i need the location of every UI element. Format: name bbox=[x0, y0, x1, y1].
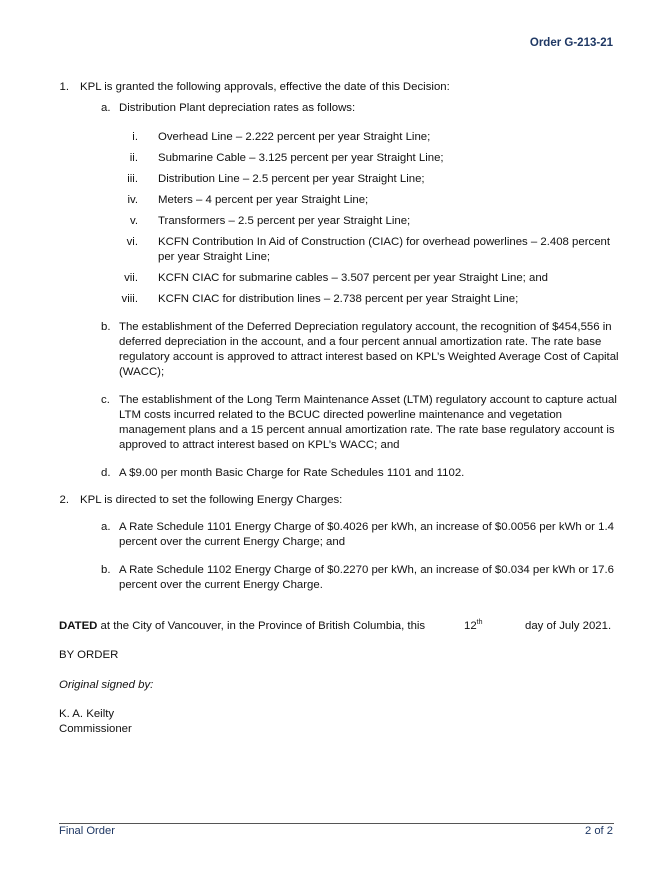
item-2a-line: A Rate Schedule 1101 Energy Charge of $0.4026 per kWh, an increase of $0.0056 per kWh or 1.4 bbox=[119, 521, 614, 533]
rate-text: Distribution Line – 2.5 percent per year Straight Line; bbox=[158, 173, 425, 185]
section-1-number: 1. bbox=[59, 81, 69, 93]
rate-text: KCFN Contribution In Aid of Construction (CIAC) for overhead powerlines – 2.408 percent bbox=[158, 236, 611, 248]
footer-label: Final Order bbox=[59, 825, 115, 837]
rate-number: viii. bbox=[121, 293, 138, 305]
item-1c-label: c. bbox=[101, 394, 110, 406]
item-1d-text: A $9.00 per month Basic Charge for Rate Schedules 1101 and 1102. bbox=[119, 467, 465, 479]
day-suffix: th bbox=[476, 619, 483, 627]
signatory-title: Commissioner bbox=[59, 723, 132, 735]
dated-label: DATED bbox=[59, 620, 98, 632]
item-1b-label: b. bbox=[101, 321, 111, 333]
item-1a-text: Distribution Plant depreciation rates as follows: bbox=[119, 102, 356, 114]
dated-text: at the City of Vancouver, in the Province of British Columbia, this bbox=[97, 620, 426, 632]
item-1b-line: regulatory account is approved to attract interest based on KPL’s Weighted Average Cost of Capital bbox=[119, 351, 619, 363]
rate-number: i. bbox=[132, 131, 138, 143]
rate-number: iv. bbox=[127, 194, 138, 206]
rate-text: per year Straight Line; bbox=[158, 251, 271, 263]
rate-number: iii. bbox=[127, 173, 138, 185]
rate-number: vi. bbox=[126, 236, 138, 248]
item-2a-line: percent over the current Energy Charge; and bbox=[119, 536, 346, 548]
item-1c-line: approved to attract interest based on KPL’s WACC; and bbox=[119, 439, 400, 451]
item-1b-line: deferred depreciation in the account, and a four percent annual amortization rate. The rate base bbox=[119, 336, 602, 348]
rate-number: v. bbox=[129, 215, 138, 227]
item-2b-line: A Rate Schedule 1102 Energy Charge of $0.2270 per kWh, an increase of $0.034 per kWh or 17.6 bbox=[119, 564, 614, 576]
section-1-text: KPL is granted the following approvals, effective the date of this Decision: bbox=[80, 81, 450, 93]
by-order: BY ORDER bbox=[59, 649, 119, 661]
item-2b-line: percent over the current Energy Charge. bbox=[119, 579, 323, 591]
footer-divider bbox=[59, 823, 614, 824]
section-2-text: KPL is directed to set the following Energy Charges: bbox=[80, 494, 343, 506]
item-2b-label: b. bbox=[101, 564, 111, 576]
rate-number: ii. bbox=[129, 152, 138, 164]
item-1d-label: d. bbox=[101, 467, 111, 479]
item-2a-label: a. bbox=[101, 521, 111, 533]
section-2-number: 2. bbox=[59, 494, 69, 506]
order-number: Order G-213-21 bbox=[529, 37, 613, 49]
day-number: 12 bbox=[464, 620, 477, 632]
rate-text: KCFN CIAC for distribution lines – 2.738 percent per year Straight Line; bbox=[158, 293, 519, 305]
dated-statement bbox=[59, 619, 425, 634]
item-1c-line: LTM costs incurred related to the BCUC directed powerline maintenance and vegetation bbox=[119, 409, 562, 421]
rate-text: Transformers – 2.5 percent per year Straight Line; bbox=[158, 215, 411, 227]
rate-text: Meters – 4 percent per year Straight Line; bbox=[158, 194, 369, 206]
page-number: 2 of 2 bbox=[585, 825, 613, 837]
item-1a-label: a. bbox=[101, 102, 111, 114]
dated-month-year: day of July 2021. bbox=[525, 620, 612, 632]
item-1c-line: management plans and a 15 percent annual amortization rate. The rate base regulatory account is bbox=[119, 424, 615, 436]
dated-day bbox=[464, 619, 483, 634]
signed-note: Original signed by: bbox=[59, 679, 154, 691]
item-1b-line: The establishment of the Deferred Depreciation regulatory account, the recognition of $454,556 in bbox=[119, 321, 612, 333]
rate-text: Overhead Line – 2.222 percent per year Straight Line; bbox=[158, 131, 431, 143]
rate-text: Submarine Cable – 3.125 percent per year Straight Line; bbox=[158, 152, 444, 164]
rate-text: KCFN CIAC for submarine cables – 3.507 percent per year Straight Line; and bbox=[158, 272, 549, 284]
signatory-name: K. A. Keilty bbox=[59, 708, 115, 720]
item-1b-line: (WACC); bbox=[119, 366, 165, 378]
rate-number: vii. bbox=[124, 272, 138, 284]
item-1c-line: The establishment of the Long Term Maintenance Asset (LTM) regulatory account to capture actual bbox=[119, 394, 617, 406]
